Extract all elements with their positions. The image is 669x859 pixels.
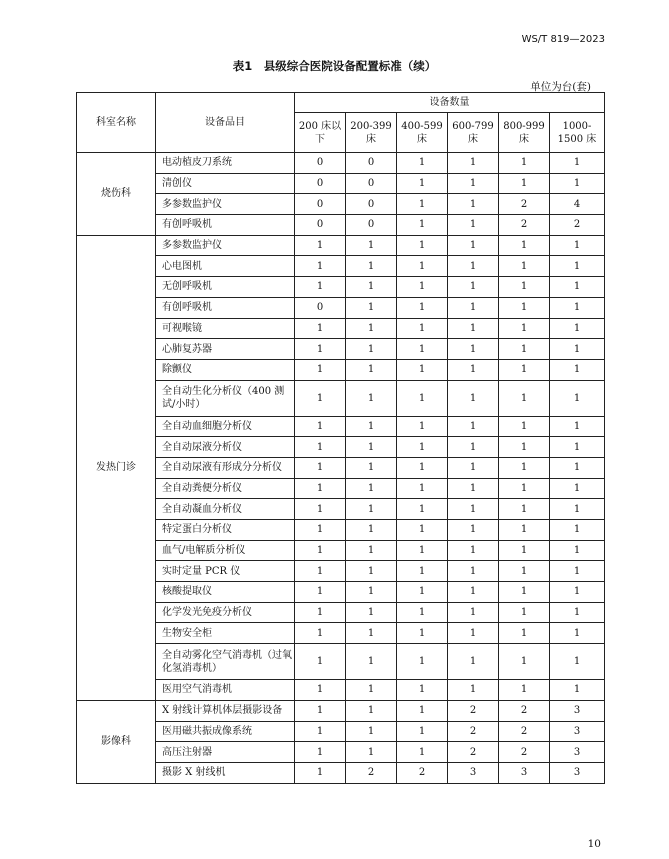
quantity-cell: 1 (550, 318, 605, 339)
quantity-cell: 1 (397, 742, 448, 763)
quantity-cell: 1 (499, 457, 550, 478)
quantity-cell: 1 (499, 380, 550, 416)
quantity-cell: 1 (448, 380, 499, 416)
quantity-cell: 0 (346, 173, 397, 194)
quantity-cell: 2 (550, 215, 605, 236)
quantity-cell: 1 (550, 173, 605, 194)
table-row (77, 194, 605, 215)
item-cell: 医用空气消毒机 (156, 680, 295, 701)
quantity-cell: 1 (346, 277, 397, 298)
quantity-cell: 1 (397, 194, 448, 215)
quantity-cell: 1 (550, 153, 605, 174)
quantity-cell: 1 (295, 520, 346, 541)
quantity-cell: 1 (397, 359, 448, 380)
item-cell: 除颤仪 (156, 359, 295, 380)
quantity-cell: 1 (550, 520, 605, 541)
item-cell: 心肺复苏器 (156, 339, 295, 360)
table-row (77, 437, 605, 458)
table-body (77, 153, 605, 784)
quantity-cell: 1 (295, 499, 346, 520)
quantity-cell: 0 (295, 215, 346, 236)
quantity-cell: 3 (550, 742, 605, 763)
quantity-cell: 1 (499, 359, 550, 380)
quantity-cell: 1 (397, 153, 448, 174)
quantity-cell: 1 (295, 277, 346, 298)
quantity-cell: 1 (295, 742, 346, 763)
item-cell: 化学发光免疫分析仪 (156, 602, 295, 623)
quantity-cell: 1 (448, 644, 499, 680)
quantity-cell: 2 (448, 700, 499, 721)
quantity-cell: 1 (397, 318, 448, 339)
item-cell: 心电图机 (156, 256, 295, 277)
item-cell: 全自动尿液分析仪 (156, 437, 295, 458)
quantity-cell: 2 (499, 700, 550, 721)
quantity-cell: 1 (550, 380, 605, 416)
quantity-cell: 1 (346, 297, 397, 318)
table-row (77, 297, 605, 318)
quantity-cell: 1 (499, 499, 550, 520)
quantity-cell: 1 (550, 416, 605, 437)
quantity-cell: 1 (346, 339, 397, 360)
quantity-cell: 1 (295, 457, 346, 478)
table-row (77, 680, 605, 701)
unit-note: 单位为台(套) (530, 81, 591, 93)
quantity-cell: 1 (397, 520, 448, 541)
item-cell: 多参数监护仪 (156, 235, 295, 256)
quantity-cell: 2 (499, 721, 550, 742)
quantity-cell: 1 (397, 416, 448, 437)
quantity-cell: 1 (499, 644, 550, 680)
quantity-cell: 0 (295, 153, 346, 174)
quantity-cell: 1 (295, 721, 346, 742)
table-row (77, 520, 605, 541)
quantity-cell: 1 (397, 478, 448, 499)
quantity-cell: 1 (397, 339, 448, 360)
quantity-cell: 1 (448, 173, 499, 194)
item-cell: 全自动生化分析仪（400 测试/小时） (156, 380, 295, 416)
quantity-cell: 1 (397, 644, 448, 680)
quantity-cell: 1 (295, 256, 346, 277)
item-cell: 全自动凝血分析仪 (156, 499, 295, 520)
quantity-cell: 1 (499, 680, 550, 701)
quantity-cell: 1 (499, 416, 550, 437)
quantity-cell: 1 (346, 540, 397, 561)
table-row (77, 380, 605, 416)
quantity-cell: 1 (448, 297, 499, 318)
table-row (77, 318, 605, 339)
quantity-cell: 2 (499, 742, 550, 763)
quantity-cell: 3 (550, 700, 605, 721)
quantity-cell: 1 (550, 277, 605, 298)
table-row (77, 742, 605, 763)
quantity-cell: 1 (295, 380, 346, 416)
dept-cell: 烧伤科 (77, 153, 156, 236)
item-cell: 特定蛋白分析仪 (156, 520, 295, 541)
table-row (77, 416, 605, 437)
quantity-cell: 0 (295, 194, 346, 215)
quantity-cell: 1 (448, 194, 499, 215)
quantity-cell: 1 (346, 644, 397, 680)
quantity-cell: 1 (397, 700, 448, 721)
quantity-cell: 1 (295, 700, 346, 721)
quantity-cell: 1 (499, 520, 550, 541)
quantity-cell: 1 (397, 437, 448, 458)
quantity-cell: 1 (550, 478, 605, 499)
quantity-cell: 1 (499, 297, 550, 318)
item-cell: 电动植皮刀系统 (156, 153, 295, 174)
quantity-cell: 1 (397, 277, 448, 298)
table-row (77, 256, 605, 277)
quantity-cell: 1 (550, 339, 605, 360)
quantity-cell: 1 (448, 235, 499, 256)
quantity-cell: 1 (346, 623, 397, 644)
quantity-cell: 1 (550, 437, 605, 458)
quantity-cell: 1 (448, 416, 499, 437)
quantity-cell: 1 (346, 256, 397, 277)
quantity-cell: 1 (448, 680, 499, 701)
item-cell: 可视喉镜 (156, 318, 295, 339)
quantity-cell: 3 (550, 721, 605, 742)
quantity-cell: 1 (295, 602, 346, 623)
quantity-cell: 1 (295, 623, 346, 644)
table-row (77, 153, 605, 174)
quantity-cell: 2 (499, 215, 550, 236)
quantity-cell: 1 (550, 256, 605, 277)
quantity-cell: 1 (346, 499, 397, 520)
quantity-cell: 1 (499, 173, 550, 194)
quantity-cell: 1 (448, 602, 499, 623)
quantity-cell: 1 (448, 582, 499, 603)
table-row (77, 457, 605, 478)
quantity-cell: 1 (448, 520, 499, 541)
quantity-cell: 1 (397, 540, 448, 561)
quantity-cell: 1 (550, 235, 605, 256)
item-cell: 实时定量 PCR 仪 (156, 561, 295, 582)
table-row (77, 540, 605, 561)
quantity-cell: 1 (397, 582, 448, 603)
table-title: 表1 县级综合医院设备配置标准（续） (232, 59, 437, 73)
quantity-cell: 2 (448, 721, 499, 742)
item-cell: 高压注射器 (156, 742, 295, 763)
quantity-cell: 1 (448, 561, 499, 582)
quantity-cell: 1 (295, 318, 346, 339)
item-cell: 核酸提取仪 (156, 582, 295, 603)
quantity-cell: 3 (499, 762, 550, 783)
item-cell: 生物安全柜 (156, 623, 295, 644)
quantity-cell: 1 (550, 561, 605, 582)
table-row (77, 173, 605, 194)
quantity-cell: 1 (448, 256, 499, 277)
quantity-cell: 0 (346, 215, 397, 236)
quantity-cell: 1 (346, 478, 397, 499)
quantity-cell: 1 (499, 478, 550, 499)
quantity-cell: 1 (448, 437, 499, 458)
quantity-cell: 1 (550, 623, 605, 644)
table-row (77, 339, 605, 360)
quantity-cell: 3 (550, 762, 605, 783)
quantity-cell: 1 (295, 561, 346, 582)
table-row (77, 561, 605, 582)
quantity-cell: 1 (295, 582, 346, 603)
quantity-cell: 1 (295, 359, 346, 380)
quantity-cell: 1 (499, 602, 550, 623)
quantity-cell: 1 (448, 339, 499, 360)
quantity-cell: 2 (397, 762, 448, 783)
item-cell: X 射线计算机体层摄影设备 (156, 700, 295, 721)
item-cell: 有创呼吸机 (156, 215, 295, 236)
header-item: 设备品目 (156, 93, 295, 153)
quantity-cell: 1 (448, 318, 499, 339)
quantity-cell: 1 (346, 582, 397, 603)
item-cell: 全自动尿液有形成分分析仪 (156, 457, 295, 478)
table-row (77, 235, 605, 256)
header-bed-level: 200-399 床 (346, 113, 397, 153)
header-bed-level: 600-799 床 (448, 113, 499, 153)
header-bed-level: 400-599 床 (397, 113, 448, 153)
item-cell: 多参数监护仪 (156, 194, 295, 215)
quantity-cell: 1 (397, 721, 448, 742)
quantity-cell: 0 (295, 173, 346, 194)
table-row (77, 762, 605, 783)
quantity-cell: 1 (397, 215, 448, 236)
quantity-cell: 1 (499, 153, 550, 174)
quantity-cell: 1 (346, 721, 397, 742)
quantity-cell: 1 (346, 437, 397, 458)
quantity-cell: 1 (346, 742, 397, 763)
equipment-table (76, 92, 605, 784)
quantity-cell: 1 (346, 359, 397, 380)
quantity-cell: 1 (346, 380, 397, 416)
table-row (77, 478, 605, 499)
quantity-cell: 1 (397, 173, 448, 194)
quantity-cell: 1 (397, 602, 448, 623)
header-bed-level: 200 床以下 (295, 113, 346, 153)
quantity-cell: 1 (550, 297, 605, 318)
item-cell: 全自动雾化空气消毒机（过氧化氢消毒机） (156, 644, 295, 680)
quantity-cell: 1 (448, 478, 499, 499)
quantity-cell: 1 (550, 499, 605, 520)
quantity-cell: 2 (499, 194, 550, 215)
quantity-cell: 1 (550, 540, 605, 561)
item-cell: 血气/电解质分析仪 (156, 540, 295, 561)
quantity-cell: 4 (550, 194, 605, 215)
quantity-cell: 1 (550, 602, 605, 623)
quantity-cell: 1 (295, 540, 346, 561)
quantity-cell: 0 (346, 194, 397, 215)
quantity-cell: 1 (499, 437, 550, 458)
quantity-cell: 1 (346, 700, 397, 721)
quantity-cell: 1 (448, 359, 499, 380)
quantity-cell: 0 (295, 297, 346, 318)
table-row (77, 602, 605, 623)
page-number: 10 (587, 838, 601, 850)
item-cell: 全自动血细胞分析仪 (156, 416, 295, 437)
item-cell: 清创仪 (156, 173, 295, 194)
quantity-cell: 1 (550, 359, 605, 380)
table-row (77, 700, 605, 721)
quantity-cell: 1 (346, 235, 397, 256)
quantity-cell: 1 (499, 277, 550, 298)
quantity-cell: 1 (499, 339, 550, 360)
quantity-cell: 2 (448, 742, 499, 763)
quantity-cell: 1 (397, 561, 448, 582)
header-quantity-group: 设备数量 (295, 93, 605, 113)
quantity-cell: 1 (397, 499, 448, 520)
quantity-cell: 1 (397, 297, 448, 318)
table-row (77, 215, 605, 236)
item-cell: 无创呼吸机 (156, 277, 295, 298)
quantity-cell: 1 (295, 339, 346, 360)
quantity-cell: 1 (346, 457, 397, 478)
quantity-cell: 1 (499, 318, 550, 339)
quantity-cell: 1 (295, 235, 346, 256)
table-row (77, 721, 605, 742)
quantity-cell: 1 (448, 277, 499, 298)
quantity-cell: 1 (550, 644, 605, 680)
quantity-cell: 1 (397, 380, 448, 416)
item-cell: 有创呼吸机 (156, 297, 295, 318)
quantity-cell: 1 (295, 437, 346, 458)
quantity-cell: 1 (295, 478, 346, 499)
quantity-cell: 1 (295, 762, 346, 783)
quantity-cell: 1 (448, 540, 499, 561)
quantity-cell: 1 (499, 582, 550, 603)
header-bed-level: 1000-1500 床 (550, 113, 605, 153)
quantity-cell: 0 (346, 153, 397, 174)
table-row (77, 623, 605, 644)
quantity-cell: 1 (448, 457, 499, 478)
quantity-cell: 1 (295, 644, 346, 680)
quantity-cell: 1 (397, 235, 448, 256)
quantity-cell: 1 (448, 153, 499, 174)
quantity-cell: 1 (295, 680, 346, 701)
quantity-cell: 1 (550, 680, 605, 701)
quantity-cell: 1 (499, 561, 550, 582)
quantity-cell: 1 (499, 540, 550, 561)
quantity-cell: 1 (397, 680, 448, 701)
table-row (77, 582, 605, 603)
quantity-cell: 1 (499, 235, 550, 256)
quantity-cell: 1 (295, 416, 346, 437)
quantity-cell: 1 (448, 215, 499, 236)
table-row (77, 277, 605, 298)
table-row (77, 644, 605, 680)
quantity-cell: 3 (448, 762, 499, 783)
quantity-cell: 1 (346, 318, 397, 339)
quantity-cell: 1 (346, 520, 397, 541)
header-bed-level: 800-999 床 (499, 113, 550, 153)
item-cell: 全自动粪便分析仪 (156, 478, 295, 499)
quantity-cell: 1 (550, 582, 605, 603)
quantity-cell: 1 (550, 457, 605, 478)
quantity-cell: 1 (448, 623, 499, 644)
table-row (77, 359, 605, 380)
quantity-cell: 2 (346, 762, 397, 783)
quantity-cell: 1 (397, 457, 448, 478)
quantity-cell: 1 (346, 680, 397, 701)
dept-cell: 发热门诊 (77, 235, 156, 700)
item-cell: 摄影 X 射线机 (156, 762, 295, 783)
table-row (77, 499, 605, 520)
quantity-cell: 1 (346, 602, 397, 623)
header-dept: 科室名称 (77, 93, 156, 153)
quantity-cell: 1 (346, 561, 397, 582)
dept-cell: 影像科 (77, 700, 156, 783)
standard-code: WS/T 819—2023 (521, 34, 605, 45)
quantity-cell: 1 (346, 416, 397, 437)
quantity-cell: 1 (397, 623, 448, 644)
item-cell: 医用磁共振成像系统 (156, 721, 295, 742)
quantity-cell: 1 (397, 256, 448, 277)
quantity-cell: 1 (499, 623, 550, 644)
quantity-cell: 1 (499, 256, 550, 277)
quantity-cell: 1 (448, 499, 499, 520)
